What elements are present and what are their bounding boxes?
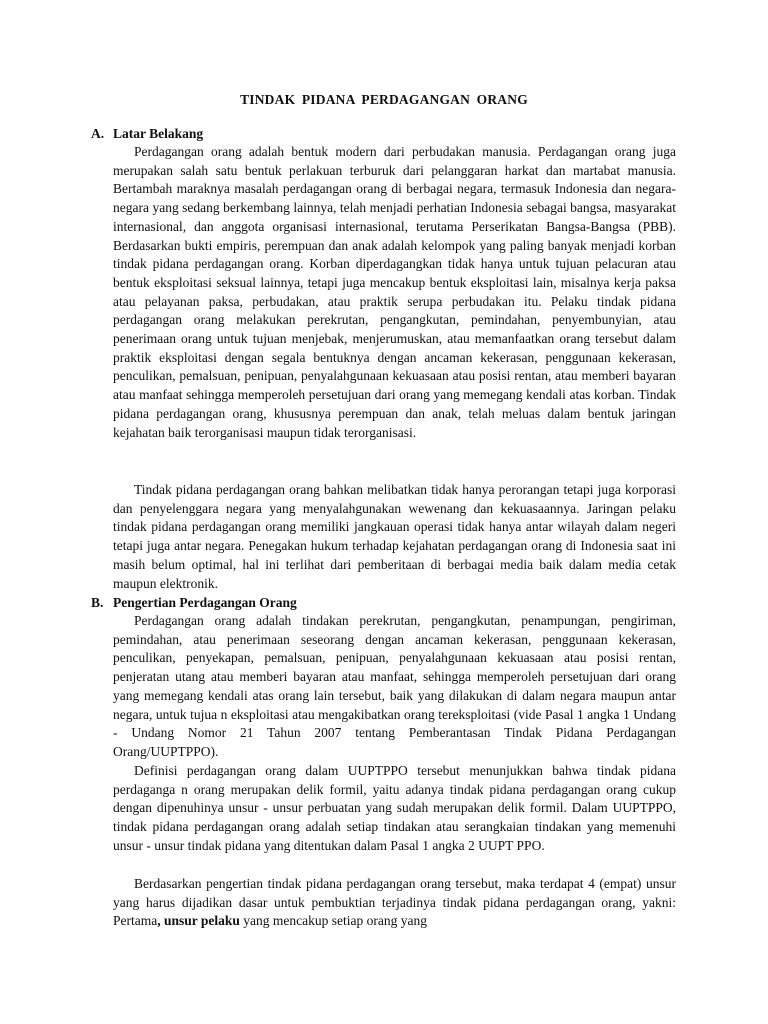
section-title: Pengertian Perdagangan Orang (113, 595, 297, 610)
paragraph: Perdagangan orang adalah tindakan perekrutan, pengangkutan, penampungan, pengiriman, pemindahan, atau penerimaan seseorang dengan ancaman kekerasan, penggunaan kekerasan, penculikan, penyekapan, pemalsuan, penipuan, penyalahgunaan kekuasaan atau posisi rentan, penjeratan utang atau memberi bayaran atau manfaat, sehingga memperoleh persetujuan dari orang yang memegang kendali atas orang lain tersebut, baik yang dilakukan di dalam negara maupun antar negara, untuk tujua n eksploitasi atau mengakibatkan orang tereksploitasi (vide Pasal 1 angka 1 Undang - Undang Nomor 21 Tahun 2007 tentang Pemberantasan Tindak Pidana Perdagangan Orang/UUPTPPO). (113, 613, 676, 759)
paragraph-text: Berdasarkan pengertian tindak pidana perdagangan orang tersebut, maka terdapat 4 (empat) unsur yang harus dijadikan dasar untuk pembuktian terjadinya tindak pidana perdagangan orang, yakni: Pertama (113, 876, 676, 929)
paragraph (113, 875, 676, 931)
section-number: B. (91, 595, 104, 610)
bold-phrase: , unsur pelaku (157, 913, 240, 929)
paragraph: Tindak pidana perdagangan orang bahkan melibatkan tidak hanya perorangan tetapi juga korporasi dan penyelenggara negara yang menyalahgunakan wewenang dan kekuasaannya. Jaringan pelaku tindak pidana perdagangan orang memiliki jangkauan operasi tidak hanya antar wilayah dalam negeri tetapi juga antar negara. Penegakan hukum terhadap kejahatan perdagangan orang di Indonesia saat ini masih belum optimal, hal ini terlihat dari pemberitaan di berbagai media baik dalam media cetak maupun elektronik. (113, 482, 676, 591)
section-title: Latar Belakang (113, 126, 204, 141)
section-number: A. (91, 126, 105, 141)
section-heading-a (91, 124, 203, 143)
section-heading-b (91, 593, 297, 612)
paragraph-tail: yang mencakup setiap orang yang (239, 913, 427, 929)
paragraph: Definisi perdagangan orang dalam UUPTPPO tersebut menunjukkan bahwa tindak pidana perdaganga n orang merupakan delik formil, yaitu adanya tindak pidana perdagangan orang cukup dengan dipenuhinya unsur - unsur perbuatan yang sudah merupakan delik formil. Dalam UUPTPPO, tindak pidana perdagangan orang adalah setiap tindakan atau serangkaian tindakan yang memenuhi unsur - unsur tindak pidana yang ditentukan dalam Pasal 1 angka 2 UUPT PPO. (113, 763, 676, 853)
paragraph: Perdagangan orang adalah bentuk modern dari perbudakan manusia. Perdagangan orang juga merupakan salah satu bentuk perlakuan terburuk dari pelanggaran harkat dan martabat manusia. Bertambah maraknya masalah perdagangan orang di berbagai negara, termasuk Indonesia dan negara-negara yang sedang berkembang lainnya, telah menjadi perhatian Indonesia sebagai bangsa, masyarakat internasional, dan anggota organisasi internasional, terutama Perserikatan Bangsa-Bangsa (PBB). Berdasarkan bukti empiris, perempuan dan anak adalah kelompok yang paling banyak menjadi korban tindak pidana perdagangan orang. Korban diperdagangkan tidak hanya untuk tujuan pelacuran atau bentuk eksploitasi seksual lainnya, tetapi juga mencakup bentuk eksploitasi lain, misalnya kerja paksa atau pelayanan paksa, perbudakan, atau praktik serupa perbudakan itu. Pelaku tindak pidana perdagangan orang melakukan perekrutan, pengangkutan, pemindahan, penyembunyian, atau penerimaan orang untuk tujuan menjebak, menjerumuskan, atau memanfaatkan orang tersebut dalam praktik eksploitasi dengan segala bentuknya dengan ancaman kekerasan, penggunaan kekerasan, penculikan, pemalsuan, penipuan, penyalahgunaan kekuasaan atau posisi rentan, atau memberi bayaran atau manfaat sehingga memperoleh persetujuan dari orang yang memegang kendali atas korban. Tindak pidana perdagangan orang, khususnya perempuan dan anak, telah meluas dalam bentuk jaringan kejahatan baik terorganisasi maupun tidak terorganisasi. (113, 144, 676, 440)
document-title: TINDAK PIDANA PERDAGANGAN ORANG (240, 92, 528, 107)
